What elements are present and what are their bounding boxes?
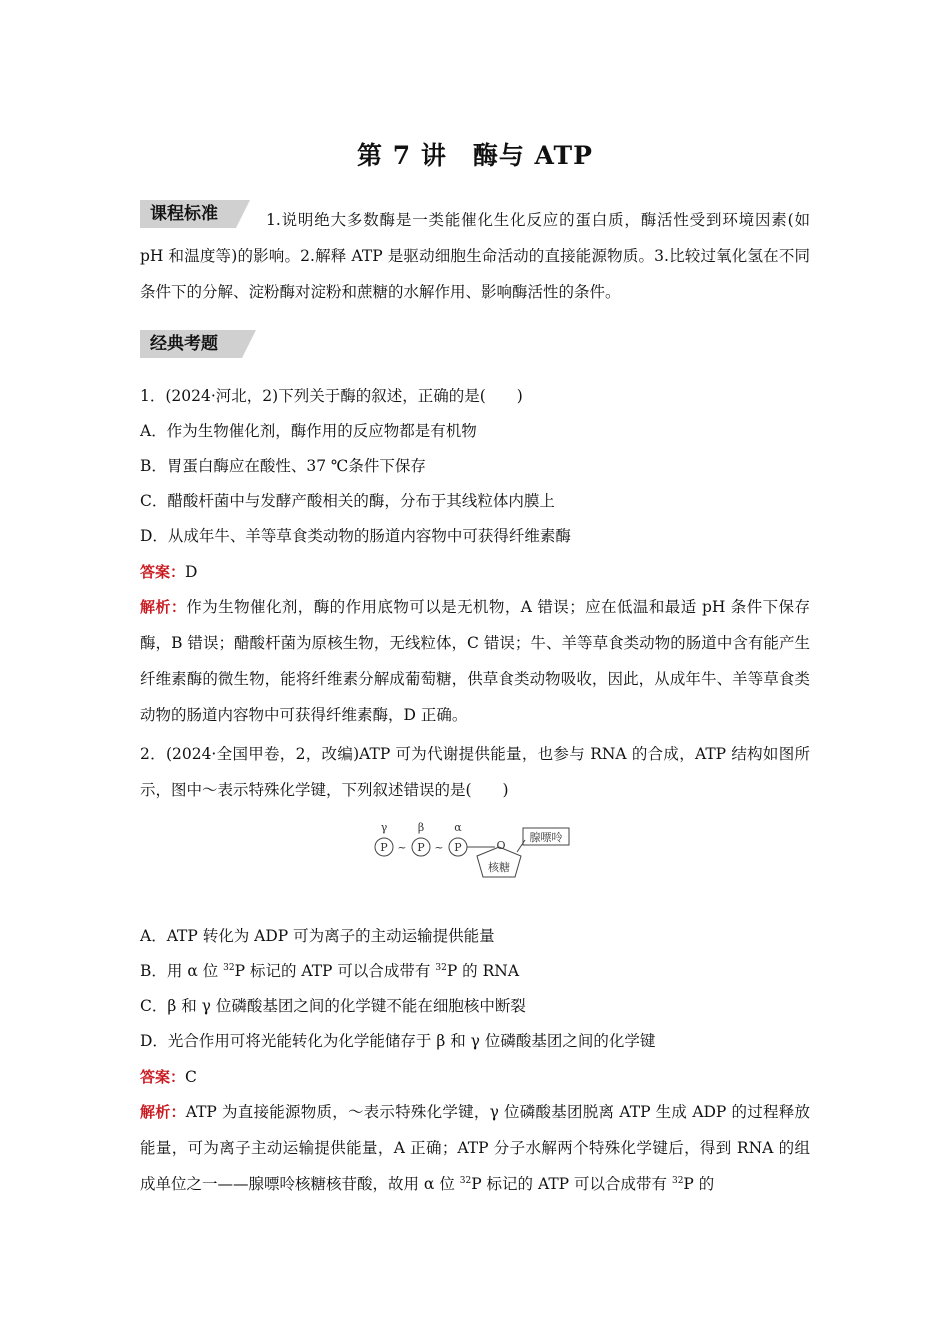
q2-analysis-label: 解析： xyxy=(140,1103,186,1121)
atp-structure-diagram xyxy=(365,818,585,882)
phosphate-beta: P xyxy=(417,841,425,854)
q1-stem: 1．(2024·河北，2)下列关于酶的叙述，正确的是( ) xyxy=(140,387,523,405)
q1-answer xyxy=(140,560,820,584)
course-standard-body: 1.说明绝大多数酶是一类能催化生化反应的蛋白质，酶活性受到环境因素(如 pH 和温度等)的影响。2.解释 ATP 是驱动细胞生命活动的直接能源物质。3.比较过氧化氢在不同条件下的分解、淀粉酶对淀粉和蔗糖的水解作用、影响酶活性的条件。 xyxy=(140,211,810,301)
q2-option-d: D．光合作用可将光能转化为化学能储存于 β 和 γ 位磷酸基团之间的化学键 xyxy=(140,1032,656,1050)
q1-answer-label: 答案： xyxy=(140,563,186,581)
q2-option-b xyxy=(140,959,820,983)
q2-stem: 2．(2024·全国甲卷，2，改编)ATP 可为代谢提供能量，也参与 RNA 的合成，ATP 结构如图所示，图中～表示特殊化学键，下列叙述错误的是( ) xyxy=(140,745,810,799)
exam-tag: 经典考题 xyxy=(140,330,242,358)
q1-option-d: D．从成年牛、羊等草食类动物的肠道内容物中可获得纤维素酶 xyxy=(140,527,571,545)
q1-option-c: C．醋酸杆菌中与发酵产酸相关的酶，分布于其线粒体内膜上 xyxy=(140,492,555,510)
q2-option-b-sup1: 32 xyxy=(223,963,235,973)
adenine-label: 腺嘌呤 xyxy=(529,831,563,844)
oxygen-label: O xyxy=(496,839,506,852)
q2-option-b-pre: B．用 α 位 xyxy=(140,962,224,980)
q2-analysis-sup1: 32 xyxy=(459,1176,472,1186)
q1-option-b: B．胃蛋白酶应在酸性、37 ℃条件下保存 xyxy=(140,457,426,475)
q1-analysis-label: 解析： xyxy=(140,598,187,616)
q1-analysis xyxy=(140,589,810,733)
high-energy-bond-2: ~ xyxy=(434,841,444,854)
high-energy-bond-1: ~ xyxy=(397,841,407,854)
course-standard-text xyxy=(140,202,810,310)
q2-analysis-part3: P 的 xyxy=(683,1175,715,1193)
q2-option-b-sup2: 32 xyxy=(435,963,447,973)
q2-answer-label: 答案： xyxy=(140,1068,186,1086)
q2-option-b-post: P 的 RNA xyxy=(446,962,520,980)
ribose-label: 核糖 xyxy=(488,861,510,874)
q2-option-a: A．ATP 转化为 ADP 可为离子的主动运输提供能量 xyxy=(140,927,495,945)
base-bond xyxy=(517,840,525,852)
q1-answer-value: D xyxy=(185,563,198,581)
q1-option-a: A．作为生物催化剂，酶作用的反应物都是有机物 xyxy=(140,422,477,440)
q2-analysis-sup2: 32 xyxy=(671,1176,684,1186)
q1-analysis-text: 作为生物催化剂，酶的作用底物可以是无机物，A 错误；应在低温和最适 pH 条件下保存酶，B 错误；醋酸杆菌为原核生物，无线粒体，C 错误；牛、羊等草食类动物的肠道中含有能产生纤维素酶的微生物，能将纤维素分解成葡萄糖，供草食类动物吸收，因此，从成年牛、羊等草食类动物的肠道内容物中可获得纤维素酶，D 正确。 xyxy=(140,598,810,724)
q2-analysis-part2: P 标记的 ATP 可以合成带有 xyxy=(471,1175,672,1193)
gamma-label: γ xyxy=(380,821,388,834)
q2-analysis xyxy=(140,1094,810,1202)
q2-answer-value: C xyxy=(185,1068,197,1086)
page-title: 第 7 讲 酶与 ATP xyxy=(357,141,593,170)
beta-label: β xyxy=(417,821,425,834)
q2-option-b-mid: P 标记的 ATP 可以合成带有 xyxy=(234,962,436,980)
course-standard-tag: 课程标准 xyxy=(140,200,236,228)
alpha-label: α xyxy=(454,821,462,834)
q2-option-c: C．β 和 γ 位磷酸基团之间的化学键不能在细胞核中断裂 xyxy=(140,997,526,1015)
q2-answer xyxy=(140,1065,820,1089)
phosphate-alpha: P xyxy=(454,841,462,854)
phosphate-gamma: P xyxy=(380,841,388,854)
q2-analysis-part1: ATP 为直接能源物质，～表示特殊化学键，γ 位磷酸基团脱离 ATP 生成 ADP 的过程释放能量，可为离子主动运输提供能量，A 正确；ATP 分子水解两个特殊化学键后，得到 RNA 的组成单位之一——腺嘌呤核糖核苷酸，故用 α 位 xyxy=(140,1103,810,1193)
